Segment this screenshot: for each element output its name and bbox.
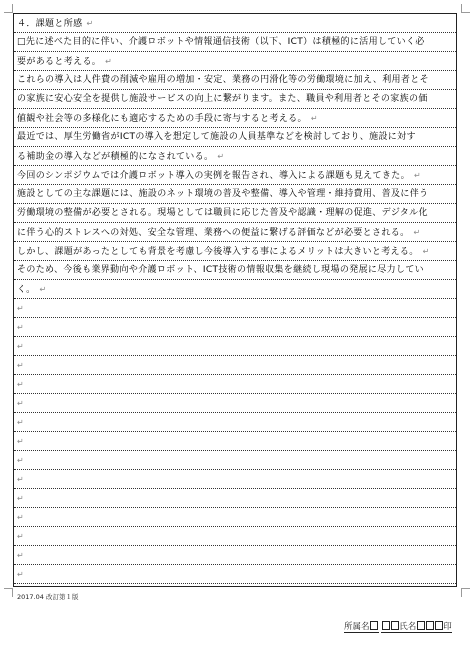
ruled-line [14,374,456,375]
text-line[interactable]: く。 ↵ [17,285,47,295]
ruled-line [14,450,456,451]
text-line[interactable]: 施設としての主な課題には、施設のネット環境の普及や整備、導入や管理・維持費用、普及に伴う [17,189,429,199]
text-line[interactable]: しかし、課題があったとしても背景を考慮し今後導入する事によるメリットは大きいと考える。 ↵ [17,247,430,257]
blank-box [435,621,443,630]
blank-box [426,621,434,630]
empty-paragraph-mark[interactable]: ↵ [17,551,24,560]
ruled-line [14,507,456,508]
ruled-line [14,412,456,413]
ruled-line [14,526,456,527]
text-line[interactable]: に伴う心的ストレスへの対処、安全な管理、業務への便益に繋げる評価などが必要とされる。 ↵ [17,228,421,238]
blank-box [417,621,425,630]
name-field[interactable]: 氏名 印 [381,620,452,633]
empty-paragraph-mark[interactable]: ↵ [17,418,24,427]
ruled-line [14,431,456,432]
text-line[interactable]: 今回のシンポジウムでは介護ロボット導入の実例を報告され、導入による課題も見えてきた。 ↵ [17,171,421,181]
ruled-line [14,488,456,489]
text-line[interactable]: そのため、今後も業界動向や介護ロボット、ICT技術の情報収集を継続し現場の発展に尽力してい [17,265,425,275]
blank-box [382,621,390,630]
text-line[interactable]: 値観や社会等の多様化にも適応するための手段に寄与すると考える。 ↵ [17,114,318,124]
blank-box [391,621,399,630]
text-line[interactable]: 要があると考える。 ↵ [17,57,113,67]
ruled-line [14,393,456,394]
empty-paragraph-mark[interactable]: ↵ [17,304,24,313]
seal-mark: 印 [443,622,452,632]
empty-paragraph-mark[interactable]: ↵ [17,323,24,332]
text-line[interactable]: 最近では、厚生労働省がICTの導入を想定して施設の人員基準などを検討しており、施設に対す [17,132,416,142]
empty-paragraph-mark[interactable]: ↵ [17,494,24,503]
crop-mark-top-right [461,4,470,13]
empty-paragraph-mark[interactable]: ↵ [17,380,24,389]
crop-mark-bottom-left [4,588,13,597]
ruled-line [14,583,456,584]
text-line[interactable]: の家族に安心安全を提供し施設サービスの向上に繋がります。また、職員や利用者とその家族の価 [17,94,428,104]
empty-paragraph-mark[interactable]: ↵ [17,361,24,370]
ruled-line [14,545,456,546]
ruled-line [14,317,456,318]
empty-paragraph-mark[interactable]: ↵ [17,399,24,408]
empty-paragraph-mark[interactable]: ↵ [17,342,24,351]
ruled-line [14,355,456,356]
section-heading[interactable]: ４．課題と所感 ↵ [17,19,94,29]
ruled-line [14,336,456,337]
affiliation-box [370,621,378,630]
text-line[interactable]: □先に述べた目的に伴い、介護ロボットや情報通信技術（以下、ICT）は積極的に活用していく必 [17,37,425,47]
crop-mark-top-left [4,4,13,13]
signature-area[interactable] [344,620,452,633]
empty-paragraph-mark[interactable]: ↵ [17,570,24,579]
text-line[interactable]: る補助金の導入などが積極的になされている。 ↵ [17,152,225,162]
revision-note: 2017.04 改訂第１版 [17,593,79,601]
text-line[interactable]: これらの導入は人件費の削減や雇用の増加・安定、業務の円滑化等の労働環境に加え、利用者とそ [17,75,429,85]
affiliation-field[interactable]: 所属名 [344,620,379,633]
empty-paragraph-mark[interactable]: ↵ [17,456,24,465]
text-line[interactable]: 労働環境の整備が必要とされる。現場としては職員に応じた普及や認識・理解の促進、デジタル化 [17,208,428,218]
ruled-line [14,564,456,565]
ruled-line [14,469,456,470]
empty-paragraph-mark[interactable]: ↵ [17,437,24,446]
empty-paragraph-mark[interactable]: ↵ [17,532,24,541]
report-frame [13,13,457,587]
empty-paragraph-mark[interactable]: ↵ [17,513,24,522]
crop-mark-bottom-right [461,588,470,597]
empty-paragraph-mark[interactable]: ↵ [17,475,24,484]
